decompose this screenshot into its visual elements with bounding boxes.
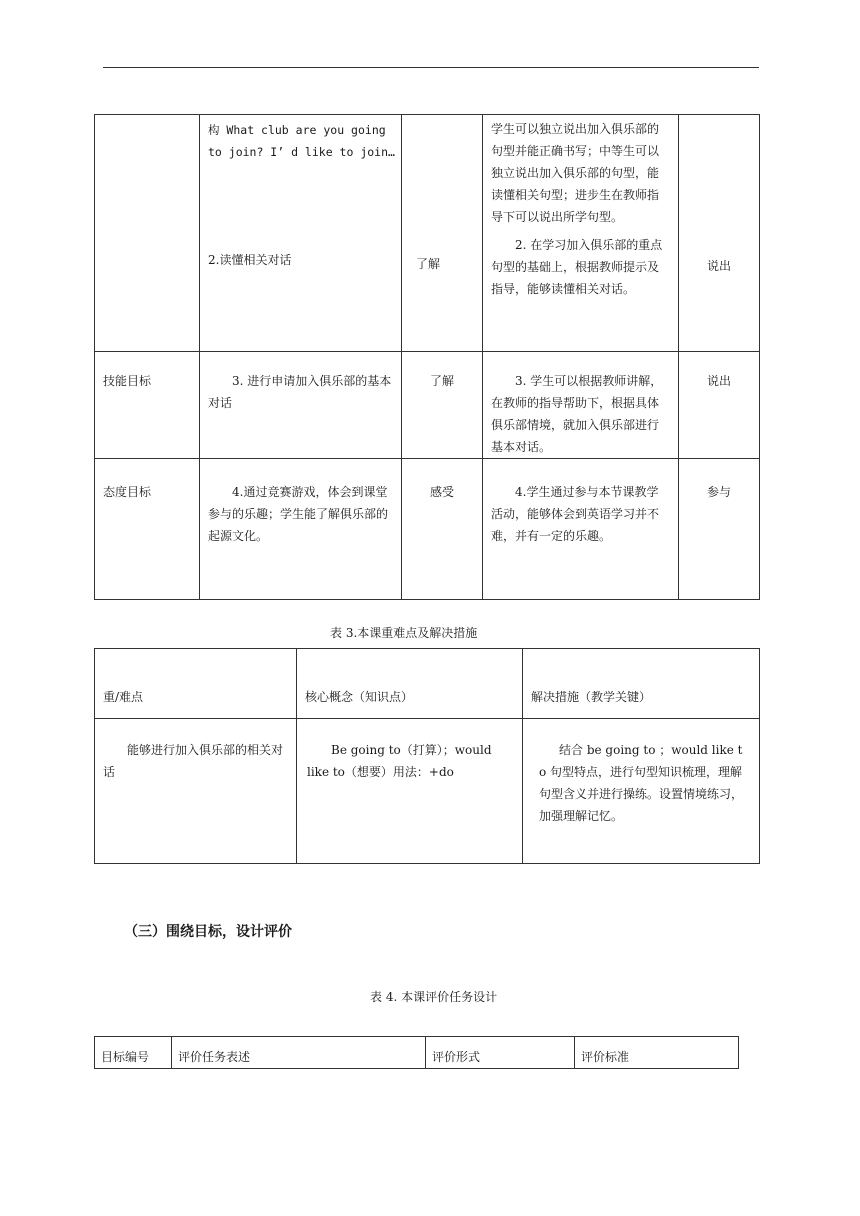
content-cell bbox=[200, 352, 402, 459]
content-text: 4.通过竞赛游戏，体会到课堂参与的乐趣；学生能了解俱乐部的起源文化。 bbox=[208, 485, 389, 543]
table-row bbox=[95, 352, 760, 459]
header-text: 评价形式 bbox=[432, 1050, 481, 1064]
category-cell bbox=[95, 352, 200, 459]
header-cell bbox=[575, 1037, 739, 1069]
level-text: 了解 bbox=[416, 257, 441, 271]
header-cell bbox=[172, 1037, 426, 1069]
category-cell bbox=[95, 459, 200, 600]
header-cell bbox=[95, 649, 297, 719]
header-rule bbox=[103, 67, 759, 68]
header-text: 核心概念（知识点） bbox=[305, 690, 414, 704]
verb-text: 说出 bbox=[706, 374, 731, 388]
table-row bbox=[95, 719, 760, 864]
level-cell bbox=[402, 459, 483, 600]
table-row bbox=[95, 115, 760, 352]
category-text: 态度目标 bbox=[103, 485, 152, 499]
header-cell bbox=[523, 649, 760, 719]
level-text: 了解 bbox=[429, 374, 454, 388]
category-text: 技能目标 bbox=[103, 374, 152, 388]
standard-cell bbox=[483, 115, 679, 352]
cell-text: 结合 be going to ；would like to 句型特点，进行句型知识梳理，理解句型含义并进行操练。设置情境练习，加强理解记忆。 bbox=[539, 743, 744, 823]
key-points-table bbox=[94, 648, 760, 864]
table-header-row bbox=[95, 649, 760, 719]
table-row bbox=[95, 459, 760, 600]
content-cell bbox=[200, 115, 402, 352]
content-text: 2.读懂相关对话 bbox=[208, 253, 292, 267]
verb-cell bbox=[679, 115, 760, 352]
table-cell bbox=[297, 719, 523, 864]
header-text: 解决措施（教学关键） bbox=[531, 690, 652, 704]
content-cell bbox=[200, 459, 402, 600]
header-text: 目标编号 bbox=[101, 1050, 150, 1064]
table-header-row bbox=[95, 1037, 739, 1069]
verb-text: 参与 bbox=[706, 485, 731, 499]
table-cell bbox=[95, 719, 297, 864]
header-text: 评价任务表述 bbox=[178, 1050, 251, 1064]
content-text: 构 What club are you going to join? I’ d like to join… bbox=[208, 123, 395, 159]
content-text: 3. 进行申请加入俱乐部的基本对话 bbox=[208, 374, 392, 410]
standard-cell bbox=[483, 459, 679, 600]
header-text: 重/难点 bbox=[103, 690, 144, 704]
table3-caption: 表 3.本课重难点及解决措施 bbox=[330, 626, 478, 640]
standard-cell bbox=[483, 352, 679, 459]
level-cell bbox=[402, 115, 483, 352]
standard-text: 4.学生通过参与本节课教学活动，能够体会到英语学习并不难，并有一定的乐趣。 bbox=[491, 485, 660, 543]
table-cell bbox=[523, 719, 760, 864]
standard-text: 学生可以独立说出加入俱乐部的句型并能正确书写；中等生可以独立说出加入俱乐部的句型，能读懂相关句型；进步生在教师指导下可以说出所学句型。 bbox=[491, 122, 660, 224]
table4-caption: 表 4. 本课评价任务设计 bbox=[370, 990, 498, 1004]
evaluation-table bbox=[94, 1036, 739, 1069]
level-text: 感受 bbox=[429, 485, 454, 499]
verb-cell bbox=[679, 459, 760, 600]
section-heading: （三）围绕目标，设计评价 bbox=[124, 924, 292, 940]
standard-text: 2. 在学习加入俱乐部的重点句型的基础上，根据教师提示及指导，能够读懂相关对话。 bbox=[491, 238, 663, 296]
level-cell bbox=[402, 352, 483, 459]
cell-text: Be going to（打算）；would like to（想要）用法：+do bbox=[307, 743, 492, 779]
verb-text: 说出 bbox=[706, 259, 731, 273]
objectives-table bbox=[94, 114, 760, 600]
header-cell bbox=[426, 1037, 575, 1069]
category-cell bbox=[95, 115, 200, 352]
header-cell bbox=[95, 1037, 172, 1069]
header-cell bbox=[297, 649, 523, 719]
header-text: 评价标准 bbox=[581, 1050, 630, 1064]
standard-text: 3. 学生可以根据教师讲解，在教师的指导帮助下，根据具体俱乐部情境，就加入俱乐部进行基本对话。 bbox=[491, 374, 663, 454]
verb-cell bbox=[679, 352, 760, 459]
cell-text: 能够进行加入俱乐部的相关对话 bbox=[103, 743, 284, 779]
